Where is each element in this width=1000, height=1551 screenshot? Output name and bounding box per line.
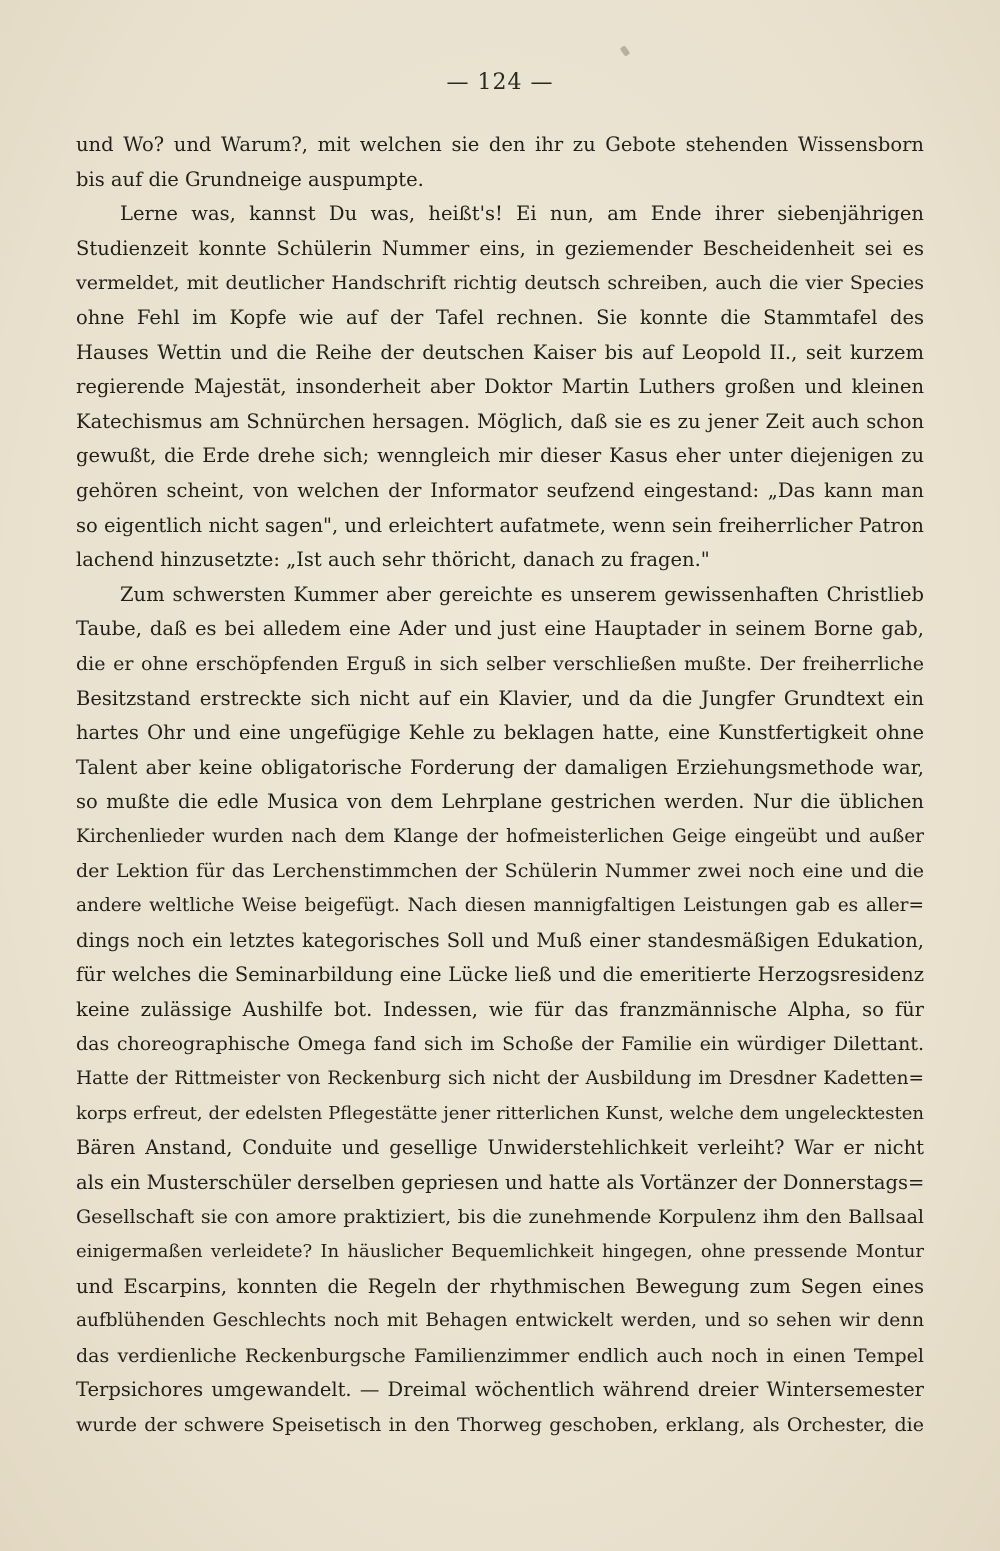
text-line: so eigentlich nicht sagen", und erleichtert aufatmete, wenn sein freiherrlicher Patron [76,513,924,537]
text-line: bis auf die Grundneige auspumpte. [76,167,424,191]
text-line: als ein Musterschüler derselben gepriesen und hatte als Vortänzer der Donnerstags= [76,1170,924,1194]
text-line: Bären Anstand, Conduite und gesellige Unwiderstehlichkeit verleiht? War er nicht [76,1136,924,1160]
text-line: Kirchenlieder wurden nach dem Klange der hofmeisterlichen Geige eingeübt und außer [76,825,924,847]
text-line: Studienzeit konnte Schülerin Nummer eins, in geziemender Bescheidenheit sei es [76,236,924,260]
text-line: das choreographische Omega fand sich im Schoße der Familie ein würdiger Dilettant. [76,1033,924,1056]
text-line: das verdienliche Reckenburgsche Familienzimmer endlich auch noch in einen Tempel [76,1344,924,1367]
paper-speck [620,45,631,57]
text-line: Terpsichores umgewandelt. — Dreimal wöchentlich während dreier Wintersemester [76,1378,924,1402]
text-line: für welches die Seminarbildung eine Lücke ließ und die emeritierte Herzogsresidenz [76,963,924,987]
text-line: Talent aber keine obligatorische Forderung der damaligen Erziehungsmethode war, [76,755,924,779]
body-text [76,128,924,1443]
text-line: korps erfreut, der edelsten Pflegestätte jener ritterlichen Kunst, welche dem ungelecktesten [76,1102,924,1124]
page-number: — 124 — [446,70,554,95]
text-line: Gesellschaft sie con amore praktiziert, bis die zunehmende Korpulenz ihm den Ballsaal [76,1206,924,1229]
text-line: gewußt, die Erde drehe sich; wenngleich mir dieser Kasus eher unter diejenigen zu [76,444,924,468]
text-line: einigermaßen verleidete? In häuslicher Bequemlichkeit hingegen, ohne pressende Montur [76,1241,924,1262]
text-line: die er ohne erschöpfenden Erguß in sich selber verschließen mußte. Der freiherrliche [76,652,924,675]
text-line: regierende Majestät, insonderheit aber Doktor Martin Luthers großen und kleinen [76,375,924,399]
text-line: lachend hinzusetzte: „Ist auch sehr thöricht, danach zu fragen." [76,548,710,572]
text-line: Lerne was, kannst Du was, heißt's! Ei nun, am Ende ihrer siebenjährigen [120,202,924,226]
text-line: hartes Ohr und eine ungefügige Kehle zu beklagen hatte, eine Kunstfertigkeit ohne [76,721,924,745]
text-line: vermeldet, mit deutlicher Handschrift richtig deutsch schreiben, auch die vier Species [76,272,924,295]
text-line: Taube, daß es bei alledem eine Ader und just eine Hauptader in seinem Borne gab, [76,617,924,641]
text-line: so mußte die edle Musica von dem Lehrplane gestrichen werden. Nur die üblichen [76,790,924,814]
text-line: ohne Fehl im Kopfe wie auf der Tafel rechnen. Sie konnte die Stammtafel des [76,305,924,329]
text-line: gehören scheint, von welchen der Informator seufzend eingestand: „Das kann man [76,478,924,502]
text-line: Hauses Wettin und die Reihe der deutschen Kaiser bis auf Leopold II., seit kurzem [76,340,924,364]
text-line: der Lektion für das Lerchenstimmchen der Schülerin Nummer zwei noch eine und die [76,860,924,883]
text-line: andere weltliche Weise beigefügt. Nach diesen mannigfaltigen Leistungen gab es aller= [76,895,924,917]
text-line: Katechismus am Schnürchen hersagen. Möglich, daß sie es zu jener Zeit auch schon [76,409,924,433]
text-line: wurde der schwere Speisetisch in den Thorweg geschoben, erklang, als Orchester, die [76,1413,924,1436]
text-line: dings noch ein letztes kategorisches Soll und Muß einer standesmäßigen Edukation, [76,928,924,952]
text-line: aufblühenden Geschlechts noch mit Behagen entwickelt werden, und so sehen wir denn [76,1310,924,1332]
text-line: und Escarpins, konnten die Regeln der rhythmischen Bewegung zum Segen eines [76,1274,924,1298]
text-line: Besitzstand erstreckte sich nicht auf ein Klavier, und da die Jungfer Grundtext ein [76,686,924,710]
text-line: und Wo? und Warum?, mit welchen sie den ihr zu Gebote stehenden Wissensborn [76,133,924,156]
text-line: keine zulässige Aushilfe bot. Indessen, wie für das franzmännische Alpha, so für [76,997,924,1021]
text-line: Hatte der Rittmeister von Reckenburg sich nicht der Ausbildung im Dresdner Kadetten= [76,1068,924,1090]
text-line: Zum schwersten Kummer aber gereichte es unserem gewissenhaften Christlieb [120,582,924,606]
